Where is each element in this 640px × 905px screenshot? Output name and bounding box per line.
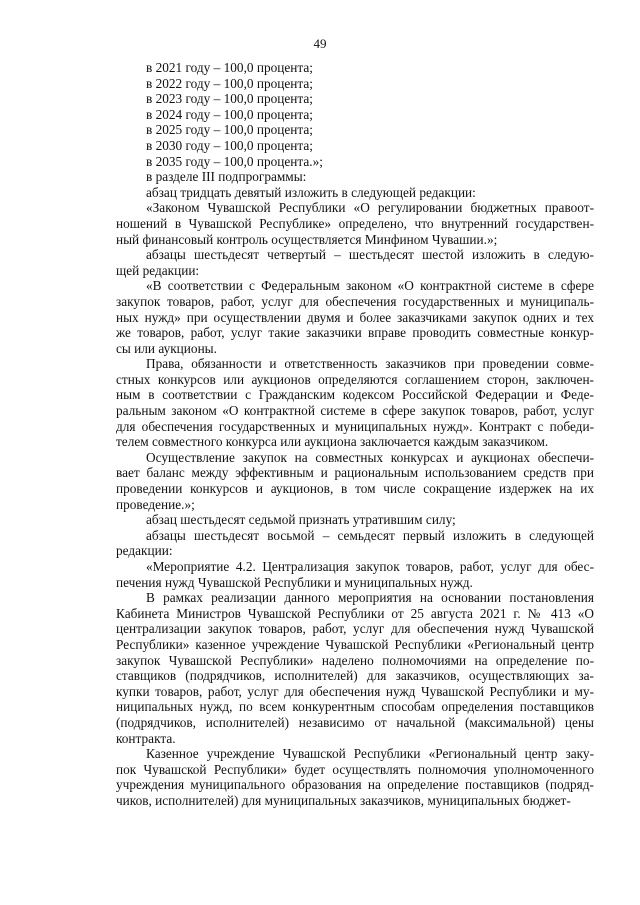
percentage-list — [116, 60, 594, 200]
paragraph-line: чиков, исполнителей) для муниципальных заказчиков, муниципальных бюджет- — [116, 792, 571, 808]
paragraph-line: печения нужд Чувашской Республики и муниципальных нужд. — [116, 574, 473, 590]
paragraph-line: Кабинета Министров Чувашской Республики от 25 августа 2021 г. № 413 «О — [116, 605, 594, 621]
paragraph-line: закупок Чувашской Республики» наделено полномочиями на определение по- — [116, 652, 594, 668]
paragraph-line: ральным законом «О контрактной системе в сфере закупок товаров, работ, услуг — [116, 403, 594, 419]
paragraph-line: (подрядчиков, исполнителей) независимо от начальной (максимальной) цены — [116, 714, 594, 730]
paragraph-line: щей редакции: — [116, 262, 200, 278]
paragraph-line: контракта. — [116, 730, 176, 746]
list-line: в 2023 году – 100,0 процента; — [146, 91, 313, 107]
paragraph-line: Казенное учреждение Чувашской Республики «Региональный центр заку- — [146, 746, 594, 762]
paragraph — [116, 356, 594, 450]
paragraph-line: телем совместного конкурса или аукциона заключается каждым заказчиком. — [116, 434, 549, 450]
paragraph — [116, 247, 594, 278]
paragraph-line: Права, обязанности и ответственность заказчиков при проведении совме- — [146, 356, 594, 372]
paragraph-line: абзац шестьдесят седьмой признать утратившим силу; — [146, 512, 456, 528]
paragraph — [116, 512, 594, 528]
paragraph-line: закупок товаров, работ, услуг для обеспечения государственных и муниципаль- — [116, 293, 594, 309]
paragraph-line: ниципальных нужд, по всем конкурентным способам определения поставщиков — [116, 699, 594, 715]
paragraph-line: «Законом Чувашской Республики «О регулировании бюджетных правоот- — [146, 200, 594, 216]
paragraph — [116, 528, 594, 559]
paragraph-line: же товаров, работ, услуг такие заказчики вправе проводить совместные конкур- — [116, 325, 594, 341]
paragraph — [116, 450, 594, 512]
paragraph-line: «Мероприятие 4.2. Централизация закупок товаров, работ, услуг для обес- — [146, 559, 594, 574]
paragraph-line: купки товаров, работ, услуг для обеспечения нужд Чувашской Республики и му- — [116, 683, 594, 699]
paragraph-line: пок Чувашской Республики» будет осуществлять полномочия уполномоченного — [116, 761, 594, 777]
list-line: абзац тридцать девятый изложить в следующей редакции: — [146, 184, 476, 200]
paragraph — [116, 590, 594, 746]
paragraph-line: ношений в Чувашской Республике» определено, что внутренний государствен- — [116, 215, 594, 231]
paragraph — [116, 746, 594, 808]
paragraph-line: учреждения муниципального образования на определение поставщиков (подряд- — [116, 777, 594, 793]
paragraph-line: для обеспечения государственных и муниципальных нужд». Контракт с победи- — [116, 418, 594, 434]
list-line: в разделе III подпрограммы: — [146, 169, 307, 185]
paragraphs — [116, 200, 594, 808]
paragraph-line: абзацы шестьдесят четвертый – шестьдесят шестой изложить в следую- — [146, 247, 594, 263]
paragraph-line: Осуществление закупок на совместных конкурсах и аукционах обеспечи- — [146, 449, 594, 465]
paragraph-line: абзацы шестьдесят восьмой – семьдесят первый изложить в следующей — [146, 527, 594, 543]
paragraph-line: «В соответствии с Федеральным законом «О контрактной системе в сфере — [146, 278, 594, 294]
list-line: в 2025 году – 100,0 процента; — [146, 122, 313, 138]
list-line: в 2021 году – 100,0 процента; — [146, 60, 313, 75]
paragraph-line: ный финансовый контроль осуществляется Минфином Чувашии.»; — [116, 231, 498, 247]
paragraph — [116, 559, 594, 590]
paragraph-line: стных конкурсов или аукционов определяются соглашением сторон, заключен- — [116, 371, 594, 387]
paragraph-line: проведение.»; — [116, 496, 195, 512]
paragraph — [116, 278, 594, 356]
paragraph-line: ных нужд» при осуществлении двумя и более заказчиками закупок одних и тех — [116, 309, 594, 325]
paragraph-line: ным в соответствии с Гражданским кодексом Российской Федерации и Феде- — [116, 387, 594, 403]
list-line: в 2035 году – 100,0 процента.»; — [146, 153, 323, 169]
paragraph-line: редакции: — [116, 543, 173, 559]
paragraph-line: вает баланс между эффективным и рациональным использованием средств при — [116, 465, 594, 481]
paragraph-line: сы или аукционы. — [116, 340, 217, 356]
list-line: в 2024 году – 100,0 процента; — [146, 106, 313, 122]
page-number: 49 — [313, 36, 327, 51]
list-line: в 2030 году – 100,0 процента; — [146, 137, 313, 153]
paragraph-line: В рамках реализации данного мероприятия на основании постановления — [146, 590, 594, 606]
document-body — [116, 60, 594, 809]
paragraph-line: проведении конкурсов и аукционов, в том числе сокращение издержек на их — [116, 481, 594, 497]
paragraph-line: централизации закупок товаров, работ, услуг для обеспечения нужд Чувашской — [116, 621, 594, 637]
paragraph — [116, 200, 594, 247]
list-line: в 2022 году – 100,0 процента; — [146, 75, 313, 91]
paragraph-line: Республики» казенное учреждение Чувашской Республики «Региональный центр — [116, 636, 594, 652]
paragraph-line: ставщиков (подрядчиков, исполнителей) для заказчиков, осуществляющих за- — [116, 668, 594, 684]
